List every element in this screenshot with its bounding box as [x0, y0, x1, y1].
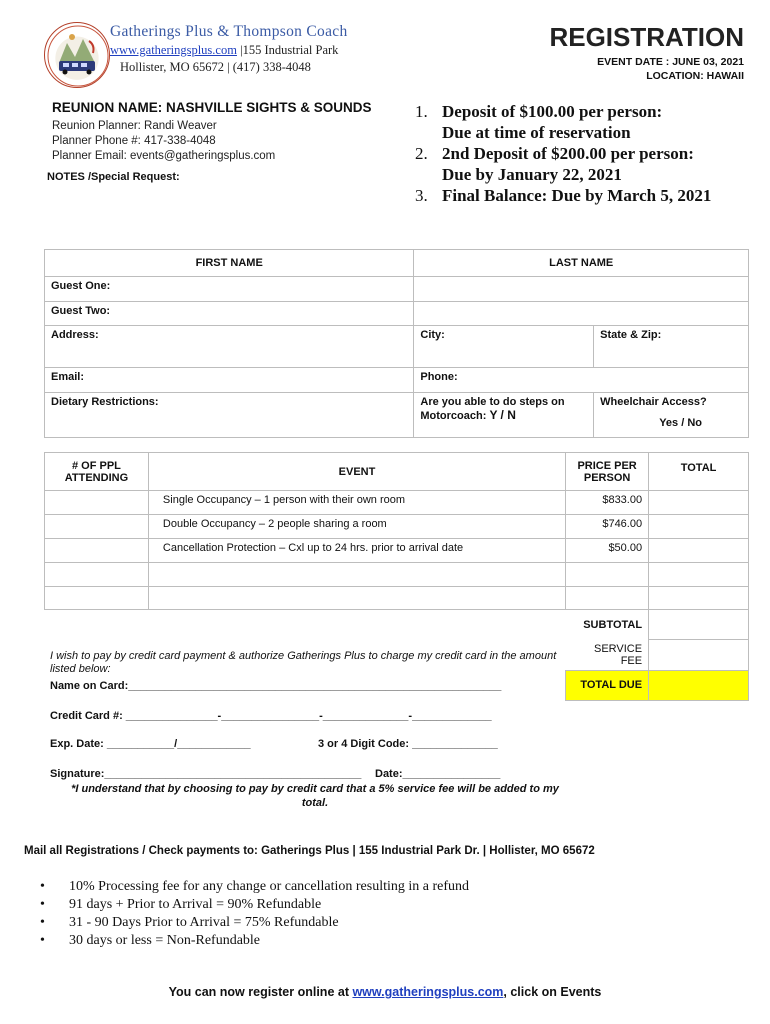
- event-name[interactable]: [148, 563, 565, 587]
- event-name[interactable]: [148, 587, 565, 610]
- refund-policy-list: [40, 878, 469, 950]
- company-logo: [44, 22, 110, 88]
- deposit-schedule: [415, 101, 711, 206]
- event-price[interactable]: [566, 587, 649, 610]
- event-price: $833.00: [566, 491, 649, 515]
- list-item: • 91 days + Prior to Arrival = 90% Refundable: [40, 897, 322, 912]
- ppl-input[interactable]: [45, 539, 149, 563]
- total-due-label: TOTAL DUE: [566, 670, 649, 700]
- address-field[interactable]: Address:: [45, 326, 414, 368]
- event-date: EVENT DATE : JUNE 03, 2021: [597, 56, 744, 68]
- list-item: • 10% Processing fee for any change or cancellation resulting in a refund: [40, 879, 470, 894]
- list-item: • 30 days or less = Non-Refundable: [40, 933, 261, 948]
- wheelchair-field[interactable]: [594, 393, 749, 438]
- wheelchair-yes-no[interactable]: Yes / No: [659, 417, 702, 429]
- planner-name: Reunion Planner: Randi Weaver: [52, 120, 217, 132]
- deposit-item-line: Due at time of reservation: [442, 123, 631, 142]
- last-name-header: LAST NAME: [414, 250, 749, 277]
- row-total[interactable]: [649, 491, 749, 515]
- steps-question-line2: Motorcoach: Y / N: [420, 408, 516, 422]
- row-total[interactable]: [649, 539, 749, 563]
- table-row: [45, 491, 749, 515]
- row-total[interactable]: [649, 563, 749, 587]
- event-name: Single Occupancy – 1 person with their own room: [148, 491, 565, 515]
- company-street: |155 Industrial Park: [236, 43, 339, 57]
- ppl-attending-header: # OF PPL ATTENDING: [45, 453, 149, 491]
- security-code-field[interactable]: 3 or 4 Digit Code: ______________: [318, 738, 498, 750]
- row-total[interactable]: [649, 515, 749, 539]
- online-registration-note: You can now register online at www.gatheringsplus.com, click on Events: [168, 985, 602, 999]
- deposit-item-line: Due by January 22, 2021: [442, 165, 622, 184]
- company-website-link[interactable]: www.gatheringsplus.com: [110, 43, 237, 57]
- service-fee-value[interactable]: [649, 640, 749, 671]
- ppl-input[interactable]: [45, 491, 149, 515]
- deposit-item: 3. Final Balance: Due by March 5, 2021: [415, 186, 712, 205]
- phone-field[interactable]: Phone:: [414, 368, 749, 393]
- steps-yes-no[interactable]: Y / N: [489, 408, 516, 422]
- first-name-header: FIRST NAME: [45, 250, 414, 277]
- guest-two-last-field[interactable]: [414, 302, 749, 326]
- table-row: [45, 539, 749, 563]
- deposit-item: 1. Deposit of $100.00 per person:: [415, 102, 663, 121]
- payment-authorization-text: I wish to pay by credit card payment & authorize Gatherings Plus to charge my credit card in the amount listed below:: [50, 650, 557, 675]
- name-on-card-field[interactable]: Name on Card:_____________________________________________________________: [50, 680, 502, 692]
- wheelchair-label: Wheelchair Access?: [600, 396, 707, 408]
- ppl-input[interactable]: [45, 587, 149, 610]
- steps-field[interactable]: [414, 393, 594, 438]
- service-fee-note: *I understand that by choosing to pay by credit card that a 5% service fee will be added to my total.: [71, 783, 559, 809]
- row-total[interactable]: [649, 587, 749, 610]
- steps-question-line1: Are you able to do steps on: [420, 396, 565, 408]
- city-field[interactable]: City:: [414, 326, 594, 368]
- price-header: PRICE PER PERSON: [566, 453, 649, 491]
- subtotal-label: SUBTOTAL: [583, 618, 643, 631]
- reunion-name: REUNION NAME: NASHVILLE SIGHTS & SOUNDS: [52, 100, 372, 115]
- company-name: Gatherings Plus & Thompson Coach: [110, 23, 348, 40]
- service-fee-label: SERVICE FEE: [594, 642, 643, 667]
- guest-two-field[interactable]: Guest Two:: [45, 302, 414, 326]
- list-item: • 31 - 90 Days Prior to Arrival = 75% Refundable: [40, 915, 339, 930]
- total-header: TOTAL: [649, 453, 749, 491]
- state-zip-field[interactable]: State & Zip:: [594, 326, 749, 368]
- dietary-field[interactable]: Dietary Restrictions:: [45, 393, 414, 438]
- event-price: $746.00: [566, 515, 649, 539]
- ppl-input[interactable]: [45, 563, 149, 587]
- event-header: EVENT: [148, 453, 565, 491]
- notes-label: NOTES /Special Request:: [47, 171, 180, 183]
- event-name: Double Occupancy – 2 people sharing a room: [148, 515, 565, 539]
- mailing-instructions: Mail all Registrations / Check payments to: Gatherings Plus | 155 Industrial Park Dr. | Hollister, MO 65672: [24, 845, 595, 857]
- planner-email: Planner Email: events@gatheringsplus.com: [52, 150, 276, 162]
- credit-card-number-field[interactable]: Credit Card #: _______________-________________-______________-_____________: [50, 710, 492, 722]
- exp-date-field[interactable]: Exp. Date: ___________/____________: [50, 738, 251, 750]
- event-price[interactable]: [566, 563, 649, 587]
- table-row: [45, 563, 749, 587]
- event-location: LOCATION: HAWAII: [646, 70, 744, 82]
- company-address-line1: [110, 43, 338, 58]
- guest-one-last-field[interactable]: [414, 277, 749, 302]
- company-address-line2: Hollister, MO 65672 | (417) 338-4048: [120, 60, 311, 74]
- guest-form-table: [44, 249, 749, 438]
- event-name: Cancellation Protection – Cxl up to 24 hrs. prior to arrival date: [148, 539, 565, 563]
- table-row: [45, 587, 749, 610]
- registration-title: REGISTRATION: [549, 22, 744, 52]
- signature-date-field[interactable]: Date:________________: [375, 768, 501, 780]
- total-due-value[interactable]: [649, 670, 749, 700]
- ppl-input[interactable]: [45, 515, 149, 539]
- signature-field[interactable]: Signature:__________________________________________: [50, 768, 362, 780]
- deposit-item: 2. 2nd Deposit of $200.00 per person:: [415, 144, 694, 163]
- subtotal-value[interactable]: [649, 610, 749, 640]
- event-price: $50.00: [566, 539, 649, 563]
- table-row: [45, 515, 749, 539]
- email-field[interactable]: Email:: [45, 368, 414, 393]
- online-registration-link[interactable]: www.gatheringsplus.com: [352, 985, 504, 999]
- guest-one-field[interactable]: Guest One:: [45, 277, 414, 302]
- planner-phone: Planner Phone #: 417-338-4048: [52, 135, 216, 147]
